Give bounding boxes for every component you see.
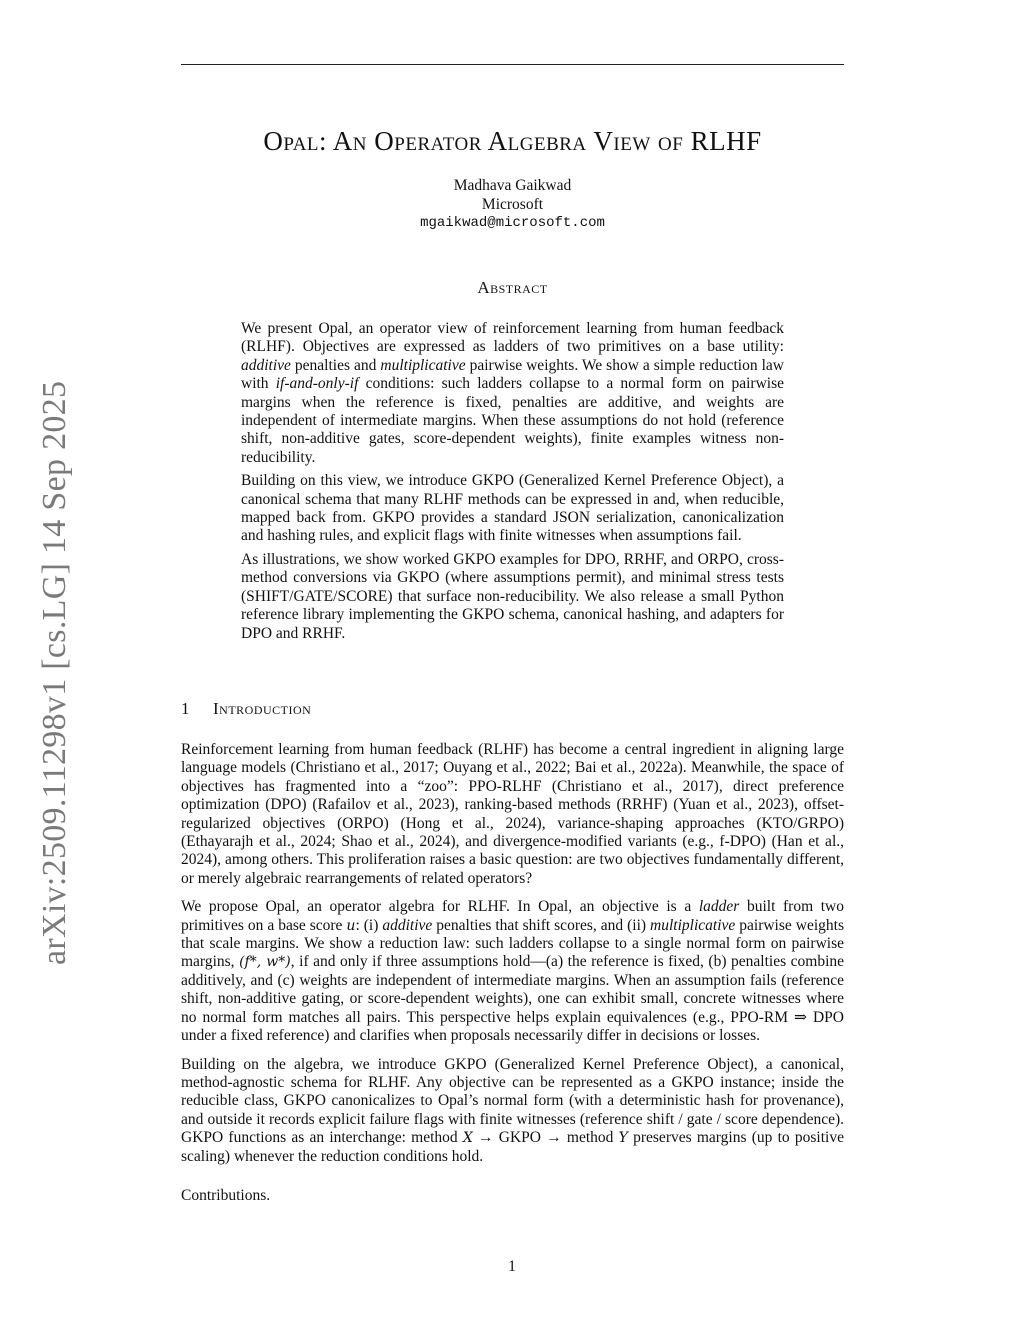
body-text: Building on the algebra, we introduce GKPO (Generalized Kernel Preference Object), a canonical, method-agnostic schema for RLHF. Any objective can be represented as a GKPO instance; inside the reducible class, GKPO canonicalizes to Opal’s normal form (with a deterministic hash for provenance), and outside it records explicit failure flags with finite witnesses (reference shift / gate / score dependence). GKPO functions as an interchange: method: [181, 1055, 844, 1147]
body-text: penalties that shift scores, and (ii): [432, 916, 651, 934]
abstract-paragraph-2: Building on this view, we introduce GKPO (Generalized Kernel Preference Object), a canonical schema that many RLHF methods can be expressed in and, when reducible, mapped back from. GKPO provides a standard JSON serialization, canonicalization and hashing rules, and explicit flags with finite witnesses when assumptions fail.: [241, 472, 784, 545]
abstract-text: penalties and: [290, 356, 381, 374]
abstract-emphasis: additive: [241, 356, 291, 374]
author-affiliation: Microsoft: [481, 196, 544, 213]
abstract-heading: Abstract: [477, 278, 548, 297]
introduction-body: [181, 741, 844, 1215]
abstract-paragraph-3: As illustrations, we show worked GKPO examples for DPO, RRHF, and ORPO, cross-method conversions via GKPO (where assumptions permit), and minimal stress tests (SHIFT/GATE/SCORE) that surface non-reducibility. We also release a small Python reference library implementing the GKPO schema, canonical hashing, and adapters for DPO and RRHF.: [241, 550, 784, 642]
abstract-text: We present Opal, an operator view of reinforcement learning from human feedback (RLHF). Objectives are expressed as ladders of two primitives on a base utility:: [241, 320, 784, 356]
body-text: preserves margins (up to positive scaling) whenever the reduction conditions hold.: [181, 1129, 844, 1165]
contributions-label: Contributions.: [181, 1186, 271, 1204]
body-emphasis: multiplicative: [650, 916, 736, 934]
section-title: Introduction: [213, 699, 312, 718]
abstract-body: [241, 320, 784, 648]
abstract-paragraph-1: [241, 320, 784, 467]
author-email: mgaikwad@microsoft.com: [420, 215, 605, 231]
body-text: : (i): [355, 916, 383, 934]
body-text: , if and only if three assumptions hold—(a) the reference is fixed, (b) penalties combine additively, and (c) weights are independent of intermediate margins. When an assumption fails (reference shift, non-additive gating, or score-dependent weights), one can exhibit small, concrete witnesses where no normal form matches all pairs. This perspective helps explain equivalences (e.g., PPO-RM ⇒ DPO under a fixed reference) and clarifies when proposals necessarily differ in decisions or losses.: [181, 953, 845, 1045]
paper-title-acronym: RLHF: [690, 126, 762, 156]
author-name: Madhava Gaikwad: [453, 177, 572, 194]
body-emphasis: additive: [382, 916, 433, 934]
abstract-text: pairwise weights. We show a simple reduction law with: [241, 356, 784, 393]
abstract-emphasis: multiplicative: [380, 356, 466, 374]
arxiv-identifier-stamp[interactable]: arXiv:2509.11298v1 [cs.LG] 14 Sep 2025: [36, 380, 73, 965]
header-rule: [181, 64, 844, 65]
intro-paragraph-1: Reinforcement learning from human feedback (RLHF) has become a central ingredient in aligning large language models (Christiano et al., 2017; Ouyang et al., 2022; Bai et al., 2022a). Meanwhile, the space of objectives has fragmented into a “zoo”: PPO-RLHF (Christiano et al., 2017), direct preference optimization (DPO) (Rafailov et al., 2023), ranking-based methods (RRHF) (Yuan et al., 2023), offset-regularized objectives (ORPO) (Hong et al., 2024), variance-shaping approaches (KTO/GRPO) (Ethayarajh et al., 2024; Shao et al., 2024), and divergence-modified variants (e.g., f-DPO) (Han et al., 2024), among others. This proliferation raises a basic question: are two objectives fundamentally different, or merely algebraic rearrangements of related operators?: [181, 741, 844, 887]
page-number: 1: [508, 1258, 516, 1275]
paper-title: [181, 128, 844, 155]
body-emphasis: ladder: [698, 898, 740, 916]
intro-paragraph-3: [181, 1056, 844, 1166]
body-text: We propose Opal, an operator algebra for RLHF. In Opal, an objective is a: [181, 898, 699, 916]
body-text: built from two primitives on a base score: [181, 898, 844, 934]
math-expression: (f*, w*): [239, 954, 291, 971]
abstract-text: conditions: such ladders collapse to a normal form on pairwise margins when the reference is fixed, penalties are additive, and weights are independent of intermediate margins. When these assumptions do not hold (reference shift, non-additive gates, score-dependent weights), finite examples witness non-reducibility.: [241, 375, 784, 466]
paper-title-main: Opal: An Operator Algebra View of: [263, 126, 691, 156]
section-heading-introduction: [181, 699, 311, 719]
math-symbol: u: [346, 917, 356, 934]
math-symbol: Y: [618, 1130, 628, 1147]
section-number: 1: [181, 699, 190, 718]
abstract-emphasis: if-and-only-if: [275, 375, 359, 393]
body-text: pairwise weights that scale margins. We show a reduction law: such ladders collapse to a single normal form on pairwise margins,: [181, 916, 844, 971]
author-block: [181, 176, 844, 233]
body-text: → GKPO → method: [472, 1129, 619, 1147]
intro-paragraph-2: [181, 898, 844, 1045]
math-symbol: X: [462, 1130, 473, 1147]
